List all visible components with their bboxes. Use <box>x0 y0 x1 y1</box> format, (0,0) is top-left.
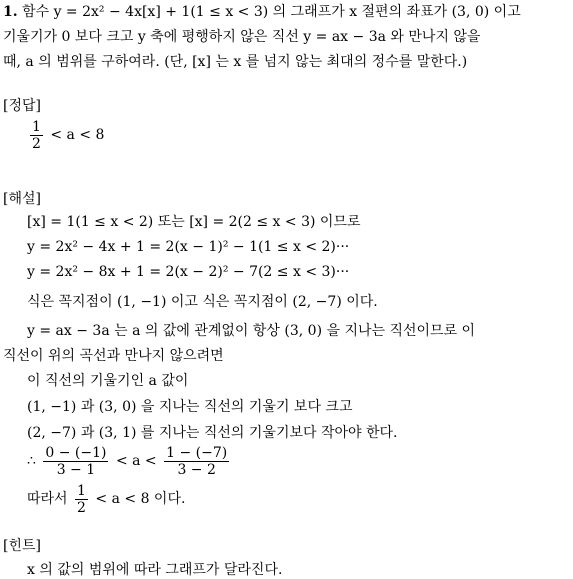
answer-line <box>27 118 104 152</box>
problem-line-2: 기울기가 0 보다 크고 y 축에 평행하지 않은 직선 y = ax − 3a 와 만나지 않을 <box>3 29 481 45</box>
answer-frac-den: 2 <box>32 135 41 152</box>
problem-line-3: 때, a 의 범위를 구하여라. (단, [x] 는 x 를 넘지 않는 최대의 정수를 말한다.) <box>3 54 468 70</box>
solution-line-9: (2, −7) 과 (3, 1) 를 지나는 직선의 기울기보다 작아야 한다. <box>27 425 398 441</box>
slope-fraction-2 <box>164 445 229 478</box>
conclusion-frac-den: 2 <box>77 499 86 516</box>
slope-fraction-2-num: 1 − (−7) <box>166 444 228 461</box>
slope-fraction-2-den: 3 − 2 <box>177 461 216 478</box>
problem-line-1 <box>3 3 521 21</box>
solution-line-6: 직선이 위의 곡선과 만나지 않으려면 <box>3 348 224 364</box>
conclusion-frac-num: 1 <box>77 482 86 499</box>
solution-line-3: y = 2x² − 8x + 1 = 2(x − 2)² − 7(2 ≤ x < 3)··· <box>27 264 350 280</box>
answer-rest: < a < 8 <box>50 127 105 143</box>
solution-line-1: [x] = 1(1 ≤ x < 2) 또는 [x] = 2(2 ≤ x < 3) 이므로 <box>27 214 361 230</box>
solution-line-8: (1, −1) 과 (3, 0) 을 지나는 직선의 기울기 보다 크고 <box>27 399 353 415</box>
solution-line-10 <box>27 444 232 478</box>
hint-header: [힌트] <box>3 538 41 554</box>
answer-header: [정답] <box>3 98 41 114</box>
therefore-symbol: ∴ <box>27 453 36 469</box>
problem-number: 1. <box>3 4 18 20</box>
conclusion-fraction <box>75 483 88 516</box>
solution-header: [해설] <box>3 191 41 207</box>
solution-line-2: y = 2x² − 4x + 1 = 2(x − 1)² − 1(1 ≤ x < 2)··· <box>27 239 350 255</box>
solution-line-11 <box>27 482 185 516</box>
hint-text: x 의 값의 범위에 따라 그래프가 달라진다. <box>27 562 283 578</box>
answer-frac-num: 1 <box>32 118 41 135</box>
slope-fraction-1-num: 0 − (−1) <box>45 444 107 461</box>
problem-text-1: 함수 y = 2x² − 4x[x] + 1(1 ≤ x < 3) 의 그래프가 x 절편의 좌표가 (3, 0) 이고 <box>22 4 521 20</box>
slope-fraction-1 <box>43 445 108 478</box>
conclusion-prefix: 따라서 <box>27 491 68 507</box>
answer-fraction <box>30 119 43 152</box>
solution-line-4: 식은 꼭지점이 (1, −1) 이고 식은 꼭지점이 (2, −7) 이다. <box>27 294 378 310</box>
slope-fraction-1-den: 3 − 1 <box>56 461 96 478</box>
conclusion-suffix: < a < 8 이다. <box>95 491 186 507</box>
solution-line-7: 이 직선의 기울기인 a 값이 <box>27 373 189 389</box>
solution-line-5: y = ax − 3a 는 a 의 값에 관계없이 항상 (3, 0) 을 지나는 직선이므로 이 <box>27 323 476 339</box>
inequality-middle: < a < <box>115 453 157 469</box>
